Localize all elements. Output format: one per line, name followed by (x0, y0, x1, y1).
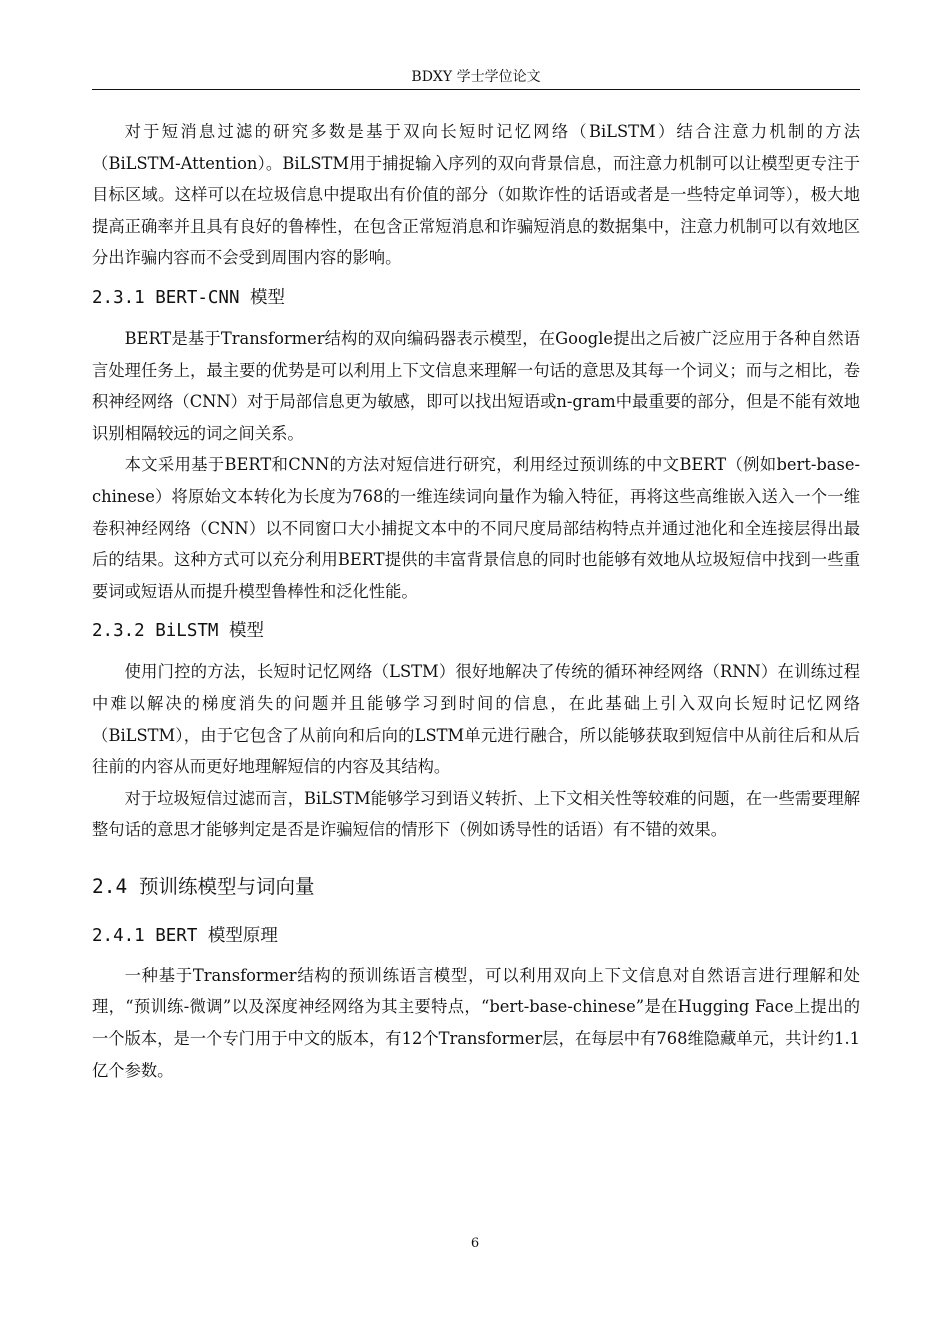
running-header: BDXY 学士学位论文 (411, 69, 541, 85)
page-body (92, 116, 860, 1086)
heading-2-4: 2.4 预训练模型与词向量 (92, 874, 315, 898)
paragraph-2-3-1-b: 本文采用基于BERT和CNN的方法对短信进行研究，利用经过预训练的中文BERT（例如bert-base-chinese）将原始文本转化为长度为768的一维连续词向量作为输入特征，再将这些高维嵌入送入一个一维卷积神经网络（CNN）以不同窗口大小捕捉文本中的不同尺度局部结构特点并通过池化和全连接层得出最后的结果。这种方式可以充分利用BERT提供的丰富背景信息的同时也能够有效地从垃圾短信中找到一些重要词或短语从而提升模型鲁棒性和泛化性能。 (92, 455, 860, 601)
intro-paragraph: 对于短消息过滤的研究多数是基于双向长短时记忆网络（BiLSTM）结合注意力机制的方法（BiLSTM-Attention）。BiLSTM用于捕捉输入序列的双向背景信息，而注意力机制可以让模型更专注于目标区域。这样可以在垃圾信息中提取出有价值的部分（如欺诈性的话语或者是一些特定单词等），极大地提高正确率并且具有良好的鲁棒性，在包含正常短消息和诈骗短消息的数据集中，注意力机制可以有效地区分出诈骗内容而不会受到周围内容的影响。 (92, 122, 860, 268)
paragraph-2-4-1: 一种基于Transformer结构的预训练语言模型，可以利用双向上下文信息对自然语言进行理解和处理，“预训练-微调”以及深度神经网络为其主要特点，“bert-base-chinese”是在Hugging Face上提出的一个版本，是一个专门用于中文的版本，有12个Transformer层，在每层中有768维隐藏单元，共计约1.1亿个参数。 (92, 965, 860, 1080)
paragraph-2-3-1-a: BERT是基于Transformer结构的双向编码器表示模型，在Google提出之后被广泛应用于各种自然语言处理任务上，最主要的优势是可以利用上下文信息来理解一句话的意思及其每一个词义；而与之相比，卷积神经网络（CNN）对于局部信息更为敏感，即可以找出短语或n-gram中最重要的部分，但是不能有效地识别相隔较远的词之间关系。 (92, 328, 860, 443)
heading-2-3-2: 2.3.2 BiLSTM 模型 (92, 621, 264, 642)
page-number: 6 (470, 1236, 480, 1251)
heading-2-3-1: 2.3.1 BERT-CNN 模型 (92, 287, 286, 308)
heading-2-4-1: 2.4.1 BERT 模型原理 (92, 925, 278, 946)
header-rule (92, 89, 860, 90)
paragraph-2-3-2-a: 使用门控的方法，长短时记忆网络（LSTM）很好地解决了传统的循环神经网络（RNN）在训练过程中难以解决的梯度消失的问题并且能够学习到时间的信息，在此基础上引入双向长短时记忆网络（BiLSTM），由于它包含了从前向和后向的LSTM单元进行融合，所以能够获取到短信中从前往后和从后往前的内容从而更好地理解短信的内容及其结构。 (92, 662, 860, 777)
paragraph-2-3-2-b: 对于垃圾短信过滤而言，BiLSTM能够学习到语义转折、上下文相关性等较难的问题，在一些需要理解整句话的意思才能够判定是否是诈骗短信的情形下（例如诱导性的话语）有不错的效果。 (92, 788, 860, 840)
